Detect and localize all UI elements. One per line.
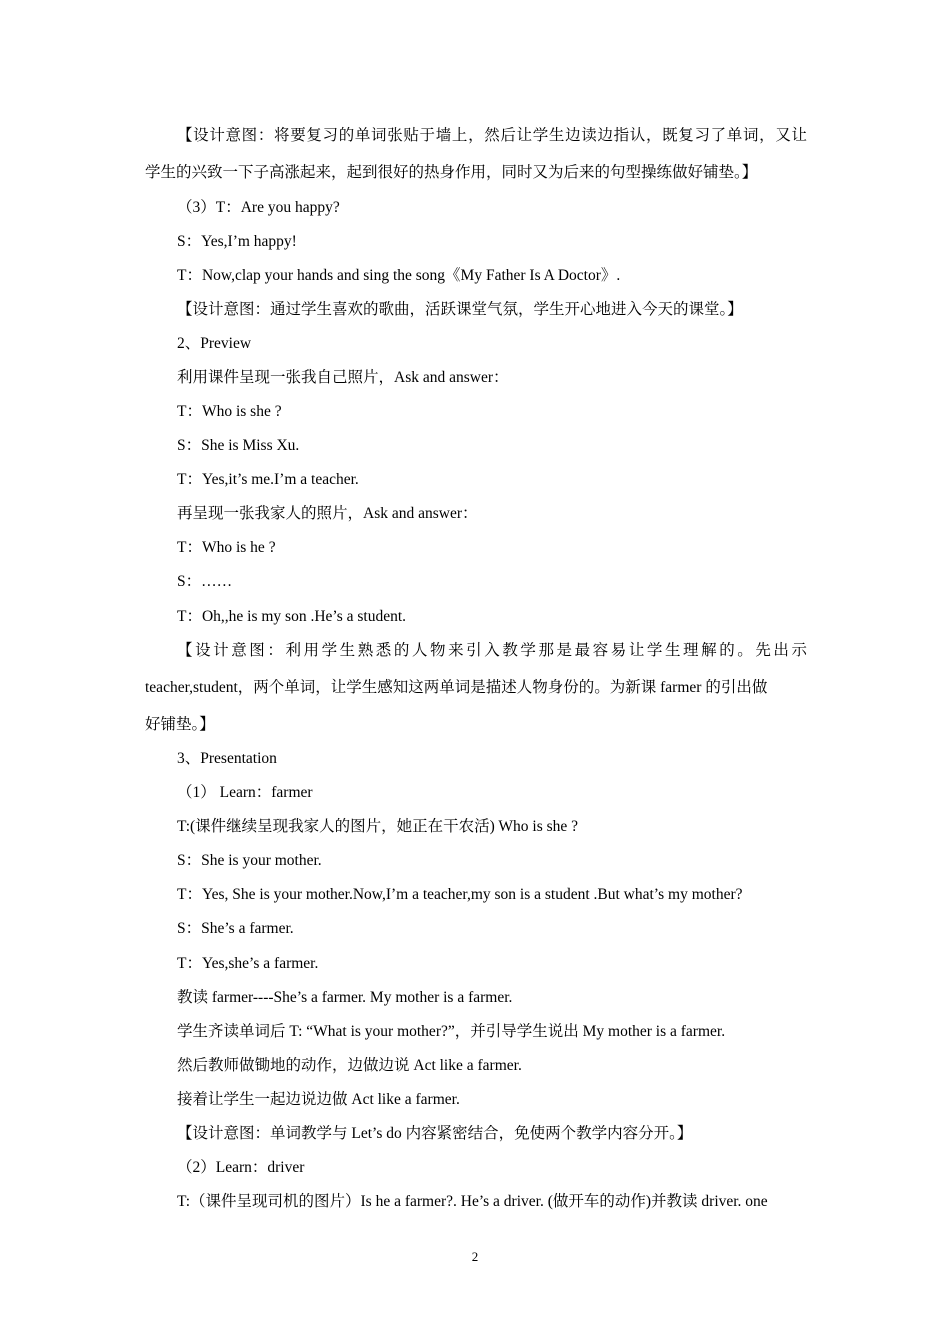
text-line: 然后教师做锄地的动作，边做边说 Act like a farmer. <box>177 1057 522 1074</box>
text-line: 【设计意图：单词教学与 Let’s do 内容紧密结合，免使两个教学内容分开。】 <box>177 1125 693 1142</box>
text-line: T：Now,clap your hands and sing the song《My Father Is A Doctor》. <box>177 267 621 284</box>
section-heading: 3、Presentation <box>177 750 277 767</box>
text-line: T：Who is he ? <box>177 539 276 556</box>
text-line: 学生的兴致一下子高涨起来，起到很好的热身作用，同时又为后来的句型操练做好铺垫。】 <box>145 164 758 181</box>
text-line: 【设计意图：通过学生喜欢的歌曲，活跃课堂气氛，学生开心地进入今天的课堂。】 <box>177 301 743 318</box>
text-line: 【设计意图：利用学生熟悉的人物来引入教学那是最容易让学生理解的。先出示 <box>177 642 807 659</box>
text-line: T：Yes,it’s me.I’m a teacher. <box>177 471 359 488</box>
text-line: T:（课件呈现司机的图片）Is he a farmer?. He’s a driver. (做开车的动作)并教读 driver. one <box>177 1193 768 1210</box>
text-line: 学生齐读单词后 T: “What is your mother?”，并引导学生说出 My mother is a farmer. <box>177 1023 726 1040</box>
text-line: S：She’s a farmer. <box>177 920 294 937</box>
text-line: T：Oh,,he is my son .He’s a student. <box>177 608 407 625</box>
text-line: T：Yes,she’s a farmer. <box>177 955 319 972</box>
text-line: （1） Learn：farmer <box>177 784 313 801</box>
text-line: 利用课件呈现一张我自己照片，Ask and answer： <box>177 369 509 386</box>
text-line: S：She is your mother. <box>177 852 322 869</box>
text-line: T:(课件继续呈现我家人的图片，她正在干农活) Who is she ? <box>177 818 579 835</box>
text-line: （2）Learn：driver <box>177 1159 305 1176</box>
text-line: teacher,student，两个单词，让学生感知这两单词是描述人物身份的。为新课 farmer 的引出做 <box>145 679 768 696</box>
text-line: S：…… <box>177 573 233 590</box>
text-line: T：Yes, She is your mother.Now,I’m a teacher,my son is a student .But what’s my mother? <box>177 886 743 903</box>
text-line: 接着让学生一起边说边做 Act like a farmer. <box>177 1091 460 1108</box>
page-number: 2 <box>471 1249 479 1264</box>
section-heading: 2、Preview <box>177 335 252 352</box>
text-line: 【设计意图：将要复习的单词张贴于墙上，然后让学生边读边指认，既复习了单词，又让 <box>177 127 807 144</box>
text-line: 再呈现一张我家人的照片，Ask and answer： <box>177 505 478 522</box>
text-line: S：She is Miss Xu. <box>177 437 300 454</box>
text-line: （3）T：Are you happy? <box>177 199 340 216</box>
text-line: 教读 farmer----She’s a farmer. My mother is a farmer. <box>177 989 513 1006</box>
text-line: S：Yes,I’m happy! <box>177 233 297 250</box>
text-line: 好铺垫。】 <box>145 716 215 733</box>
text-line: T：Who is she ? <box>177 403 282 420</box>
